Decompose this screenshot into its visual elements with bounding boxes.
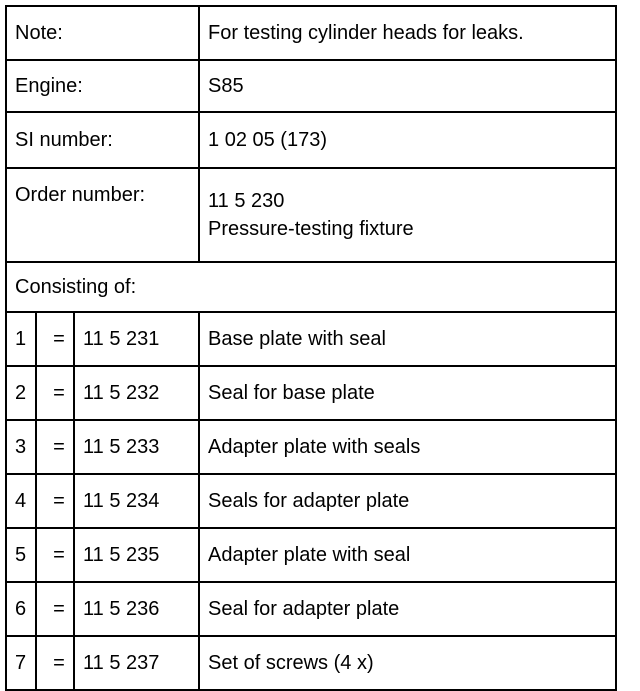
item-dash: =: [36, 582, 74, 636]
item-number: 3: [6, 420, 36, 474]
table-row: [6, 312, 616, 366]
item-number: 5: [6, 528, 36, 582]
order-number-row: [6, 168, 616, 262]
item-part-number: 11 5 237: [74, 636, 199, 690]
table-row: [6, 474, 616, 528]
table-row: [6, 366, 616, 420]
consisting-of-label: Consisting of:: [6, 262, 616, 312]
table-row: [6, 420, 616, 474]
si-number-row: [6, 112, 616, 168]
item-number: 1: [6, 312, 36, 366]
item-description: Seal for base plate: [199, 366, 616, 420]
item-dash: =: [36, 528, 74, 582]
item-description: Seal for adapter plate: [199, 582, 616, 636]
table-row: [6, 636, 616, 690]
item-part-number: 11 5 236: [74, 582, 199, 636]
engine-value: S85: [199, 60, 616, 112]
item-description: Set of screws (4 x): [199, 636, 616, 690]
note-label: Note:: [6, 6, 199, 60]
item-description: Base plate with seal: [199, 312, 616, 366]
item-number: 7: [6, 636, 36, 690]
item-description: Seals for adapter plate: [199, 474, 616, 528]
item-dash: =: [36, 366, 74, 420]
note-row: [6, 6, 616, 60]
order-name: Pressure-testing fixture: [208, 218, 414, 240]
item-description: Adapter plate with seal: [199, 528, 616, 582]
item-description: Adapter plate with seals: [199, 420, 616, 474]
table-row: [6, 528, 616, 582]
order-number-label: Order number:: [6, 168, 199, 262]
item-part-number: 11 5 234: [74, 474, 199, 528]
item-part-number: 11 5 235: [74, 528, 199, 582]
item-part-number: 11 5 233: [74, 420, 199, 474]
special-tool-table: [5, 5, 617, 691]
table-row: [6, 582, 616, 636]
engine-row: [6, 60, 616, 112]
item-part-number: 11 5 231: [74, 312, 199, 366]
order-number: 11 5 230: [208, 190, 285, 212]
consisting-of-row: [6, 262, 616, 312]
item-dash: =: [36, 636, 74, 690]
item-dash: =: [36, 312, 74, 366]
item-dash: =: [36, 474, 74, 528]
order-number-value: [199, 168, 616, 262]
si-number-label: SI number:: [6, 112, 199, 168]
item-number: 4: [6, 474, 36, 528]
item-part-number: 11 5 232: [74, 366, 199, 420]
item-number: 2: [6, 366, 36, 420]
item-number: 6: [6, 582, 36, 636]
engine-label: Engine:: [6, 60, 199, 112]
item-dash: =: [36, 420, 74, 474]
si-number-value: 1 02 05 (173): [199, 112, 616, 168]
note-value: For testing cylinder heads for leaks.: [199, 6, 616, 60]
